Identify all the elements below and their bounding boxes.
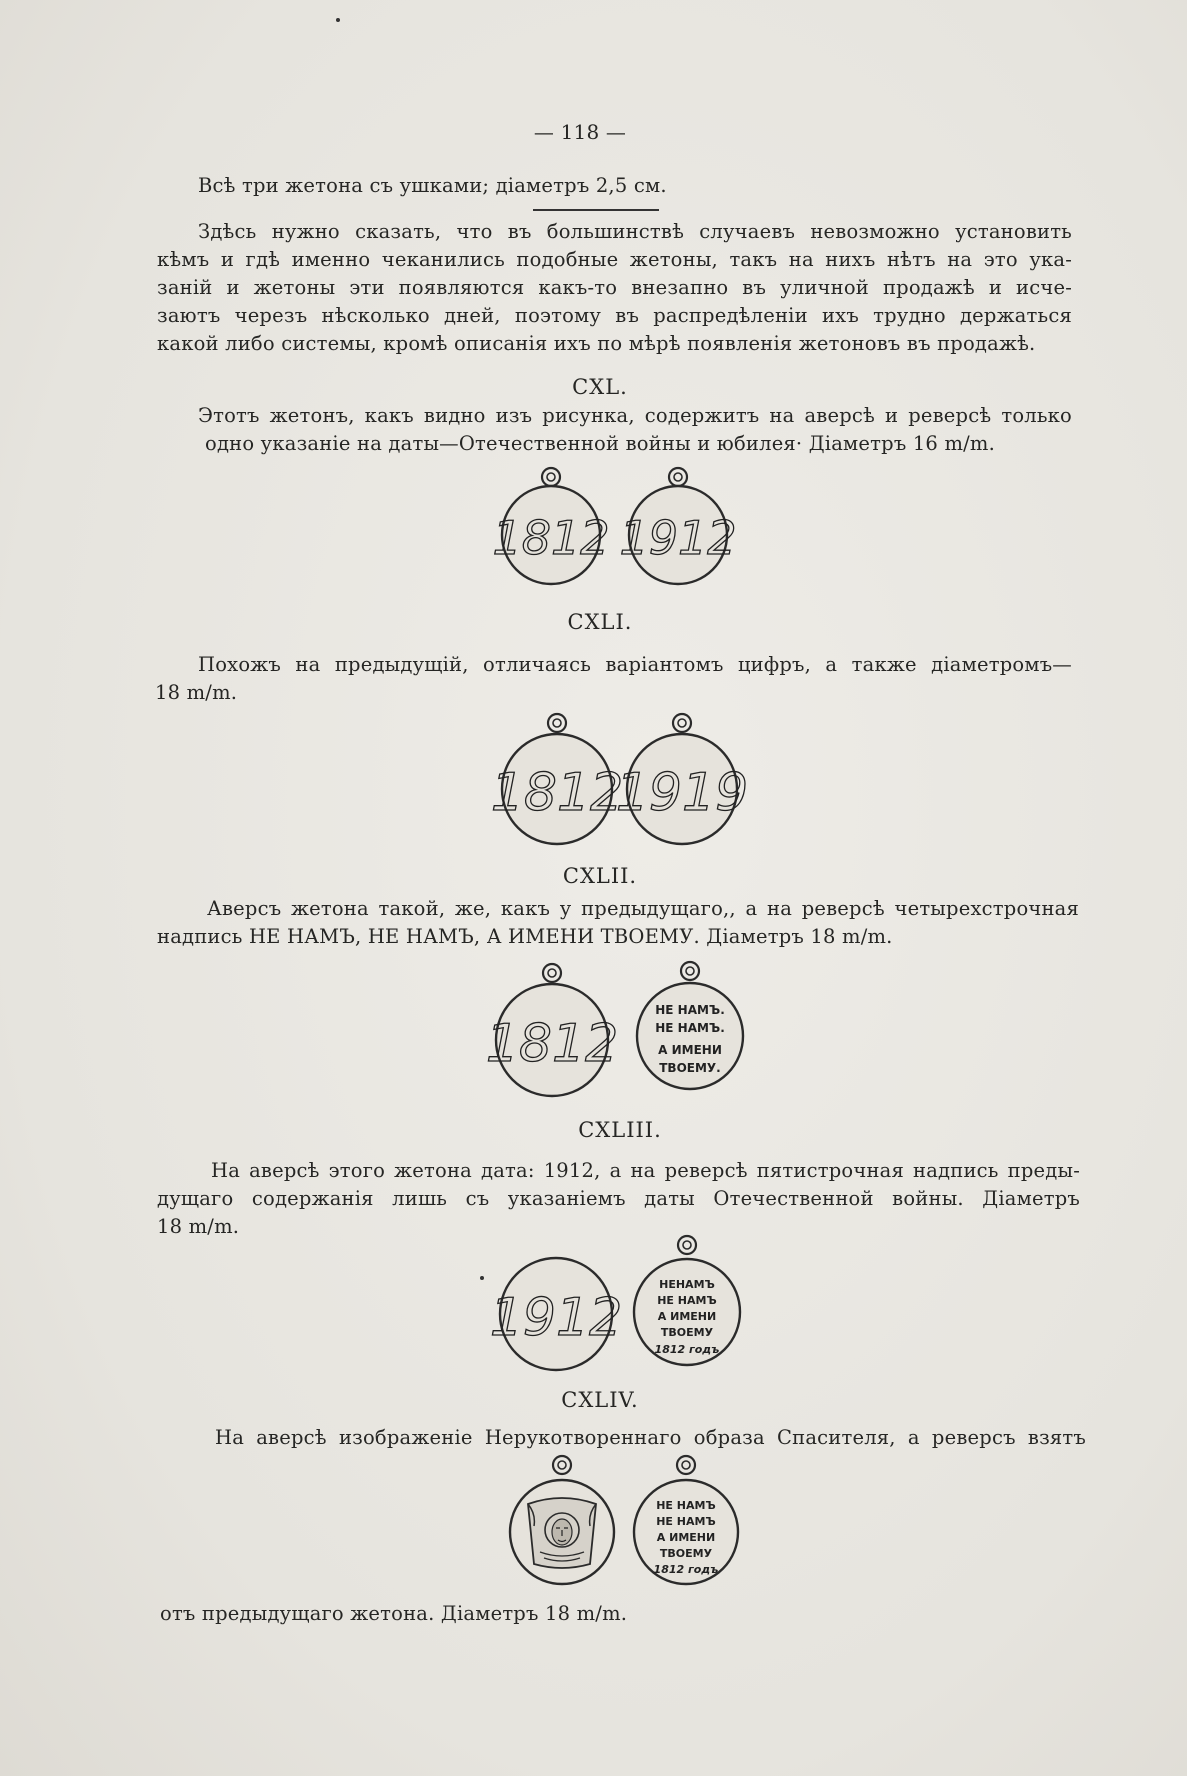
medal-inscription-line: НЕ НАМЪ: [656, 1515, 716, 1528]
medal-date: 1912: [619, 511, 737, 565]
medal-inscription-line: НЕ НАМЪ.: [655, 1003, 725, 1017]
medal-inscription-line: ТВОЕМУ: [660, 1326, 714, 1339]
medal-inscription-line: НЕНАМЪ: [659, 1278, 715, 1291]
text-line: Здѣсь нужно сказать, что въ большинствѣ случаевъ невозможно установить: [198, 220, 1072, 243]
text-line: 18 m/m.: [155, 681, 238, 704]
medal-date: 1912: [489, 1288, 623, 1348]
intro-paragraph: Всѣ три жетона съ ушками; діаметръ 2,5 см.: [198, 174, 667, 197]
medal-cxliv-reverse: [630, 1452, 742, 1590]
speck: [480, 1276, 484, 1280]
text-line: заютъ черезъ нѣсколько дней, поэтому въ распредѣленіи ихъ трудно держаться: [157, 304, 1072, 327]
section-heading-cxlii: CXLII.: [562, 864, 638, 888]
medal-inscription-line: А ИМЕНИ: [658, 1043, 722, 1057]
section-heading-cxliii: CXLIII.: [578, 1118, 662, 1142]
medal-cxli-obverse: [490, 710, 624, 850]
section-heading-cxl: CXL.: [572, 375, 628, 399]
medal-date: 1919: [615, 763, 749, 823]
medal-inscription-line: НЕ НАМЪ: [657, 1294, 717, 1307]
medal-cxlii-reverse: [632, 958, 748, 1098]
medal-cxliii-obverse: [489, 1254, 623, 1374]
text-line: 18 m/m.: [157, 1215, 240, 1238]
medal-inscription-line: ТВОЕМУ.: [659, 1061, 721, 1075]
text-line: отъ предыдущаго жетона. Діаметръ 18 m/m.: [160, 1602, 628, 1625]
speck: [336, 18, 340, 22]
text-line: На аверсѣ изображеніе Нерукотвореннаго образа Спасителя, а реверсъ взятъ: [215, 1426, 1086, 1449]
medal-inscription-line: А ИМЕНИ: [657, 1310, 717, 1323]
text-line: дущаго содержанія лишь съ указаніемъ даты Отечественной войны. Діаметръ: [157, 1187, 1080, 1210]
text-line: надпись НЕ НАМЪ, НЕ НАМЪ, А ИМЕНИ ТВОЕМУ. Діаметръ 18 m/m.: [157, 925, 893, 948]
text-line: какой либо системы, кромѣ описанія ихъ по мѣрѣ появленія жетоновъ въ продажѣ.: [157, 332, 1036, 355]
section-heading-cxli: CXLI.: [567, 610, 633, 634]
medal-cxliv-obverse: [506, 1452, 618, 1590]
page-number: — 118 —: [533, 120, 627, 144]
text-line: одно указаніе на даты—Отечественной войны и юбилея· Діаметръ 16 m/m.: [205, 432, 995, 455]
text-line: заній и жетоны эти появляются какъ-то внезапно въ уличной продажѣ и исче-: [157, 276, 1072, 299]
medal-cxl-obverse: [492, 464, 610, 590]
medal-cxlii-obverse: [485, 960, 619, 1100]
medal-inscription-line: ТВОЕМУ: [659, 1547, 713, 1560]
text-line: Этотъ жетонъ, какъ видно изъ рисунка, содержитъ на аверсѣ и реверсѣ только: [198, 404, 1072, 427]
medal-inscription-line: 1812 годъ: [654, 1343, 720, 1356]
text-line: На аверсѣ этого жетона дата: 1912, а на реверсѣ пятистрочная надпись преды-: [211, 1159, 1080, 1182]
medal-date: 1812: [490, 763, 624, 823]
medal-cxliii-reverse: [629, 1232, 745, 1372]
saviour-image-icon: [528, 1498, 596, 1568]
medal-cxl-reverse: [619, 464, 737, 590]
medal-date: 1812: [485, 1014, 619, 1074]
text-line: Аверсъ жетона такой, же, какъ у предыдущаго,, а на реверсѣ четырехстрочная: [207, 897, 1079, 920]
medal-inscription-line: НЕ НАМЪ.: [655, 1021, 725, 1035]
medal-cxli-reverse: [615, 710, 749, 850]
medal-inscription-line: А ИМЕНИ: [656, 1531, 716, 1544]
divider-rule: [533, 209, 659, 211]
medal-inscription-line: НЕ НАМЪ: [656, 1499, 716, 1512]
text-line: Похожъ на предыдущій, отличаясь варіантомъ цифръ, а также діаметромъ—: [198, 653, 1072, 676]
medal-date: 1812: [492, 511, 610, 565]
medal-inscription-line: 1812 годъ: [653, 1563, 719, 1576]
text-line: кѣмъ и гдѣ именно чеканились подобные жетоны, такъ на нихъ нѣтъ на это ука-: [157, 248, 1072, 271]
section-heading-cxliv: CXLIV.: [561, 1388, 639, 1412]
